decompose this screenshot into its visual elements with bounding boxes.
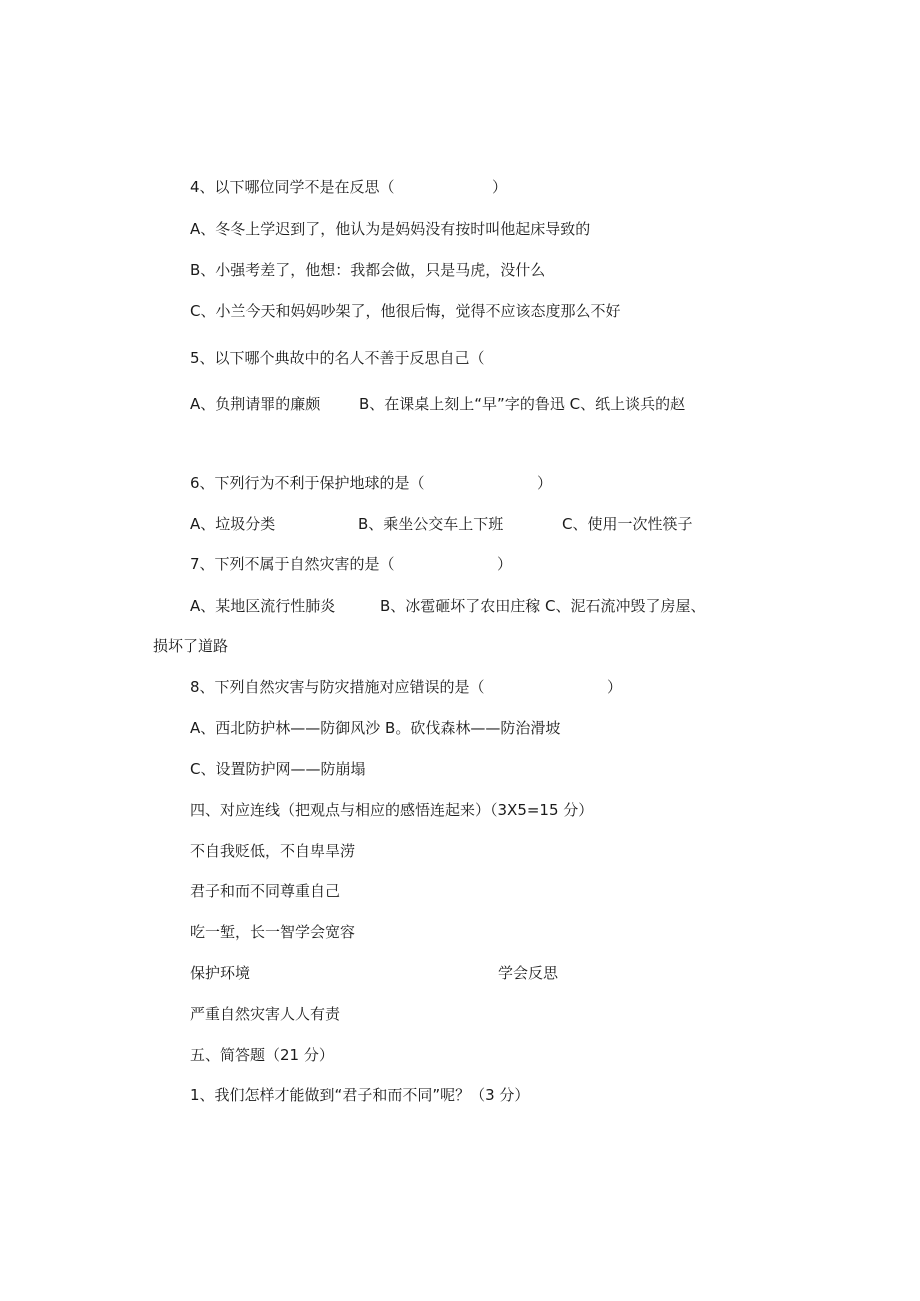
question-7 [190, 554, 590, 574]
matching-item-4: 保护环境 [190, 964, 251, 982]
question-4-stem: 4、以下哪位同学不是在反思（ [190, 178, 395, 196]
matching-item-1: 不自我贬低，不自卑旱涝 [190, 842, 356, 860]
question-4-option-c: C、小兰今天和妈妈吵架了，他很后悔，觉得不应该态度那么不好 [190, 302, 621, 320]
question-6-option-a: A、垃圾分类 [190, 515, 276, 533]
section-5-title: 五、简答题（21 分） [190, 1046, 334, 1064]
question-8 [190, 677, 650, 697]
question-7-stem: 7、下列不属于自然灾害的是（ [190, 555, 395, 573]
matching-item-3: 吃一堑，长一智学会宽容 [190, 923, 356, 941]
question-7-options [190, 596, 750, 616]
question-6-close-paren: ） [537, 474, 553, 492]
matching-item-2: 君子和而不同尊重自己 [190, 882, 341, 900]
matching-item-5: 严重自然灾害人人有责 [190, 1005, 341, 1023]
question-7-option-a: A、某地区流行性肺炎 [190, 597, 336, 615]
matching-right-item: 学会反思 [498, 964, 559, 982]
question-4-option-a: A、冬冬上学迟到了，他认为是妈妈没有按时叫他起床导致的 [190, 220, 591, 238]
question-6-stem: 6、下列行为不利于保护地球的是（ [190, 474, 425, 492]
question-4-close-paren: ） [492, 178, 508, 196]
question-6-options [190, 514, 730, 534]
question-6-option-b: B、乘坐公交车上下班 [358, 515, 504, 533]
question-7-option-c-continued: 损坏了道路 [153, 637, 229, 655]
question-5-option-bc: B、在课桌上刻上“早”字的鲁迅 C、纸上谈兵的赵 [359, 395, 686, 413]
question-6 [190, 473, 610, 493]
question-5-option-a: A、负荆请罪的廉颇 [190, 395, 321, 413]
question-7-option-bc: B、冰雹砸坏了农田庄稼 C、泥石流冲毁了房屋、 [380, 597, 706, 615]
section-4-title: 四、对应连线（把观点与相应的感悟连起来）（3X5=15 分） [190, 801, 594, 819]
question-4-option-b: B、小强考差了，他想：我都会做，只是马虎，没什么 [190, 261, 546, 279]
question-4 [190, 177, 710, 197]
short-answer-question-1: 1、我们怎样才能做到“君子和而不同”呢？（3 分） [190, 1086, 530, 1104]
question-8-option-ab: A、西北防护林——防御风沙 B。砍伐森林——防治滑坡 [190, 719, 561, 737]
question-8-option-c: C、设置防护网——防崩塌 [190, 760, 366, 778]
question-8-stem: 8、下列自然灾害与防灾措施对应错误的是（ [190, 678, 485, 696]
question-8-close-paren: ） [607, 678, 623, 696]
question-7-close-paren: ） [497, 555, 513, 573]
question-5-options [190, 394, 730, 414]
question-5-stem: 5、以下哪个典故中的名人不善于反思自己（ [190, 349, 485, 367]
question-6-option-c: C、使用一次性筷子 [562, 515, 693, 533]
